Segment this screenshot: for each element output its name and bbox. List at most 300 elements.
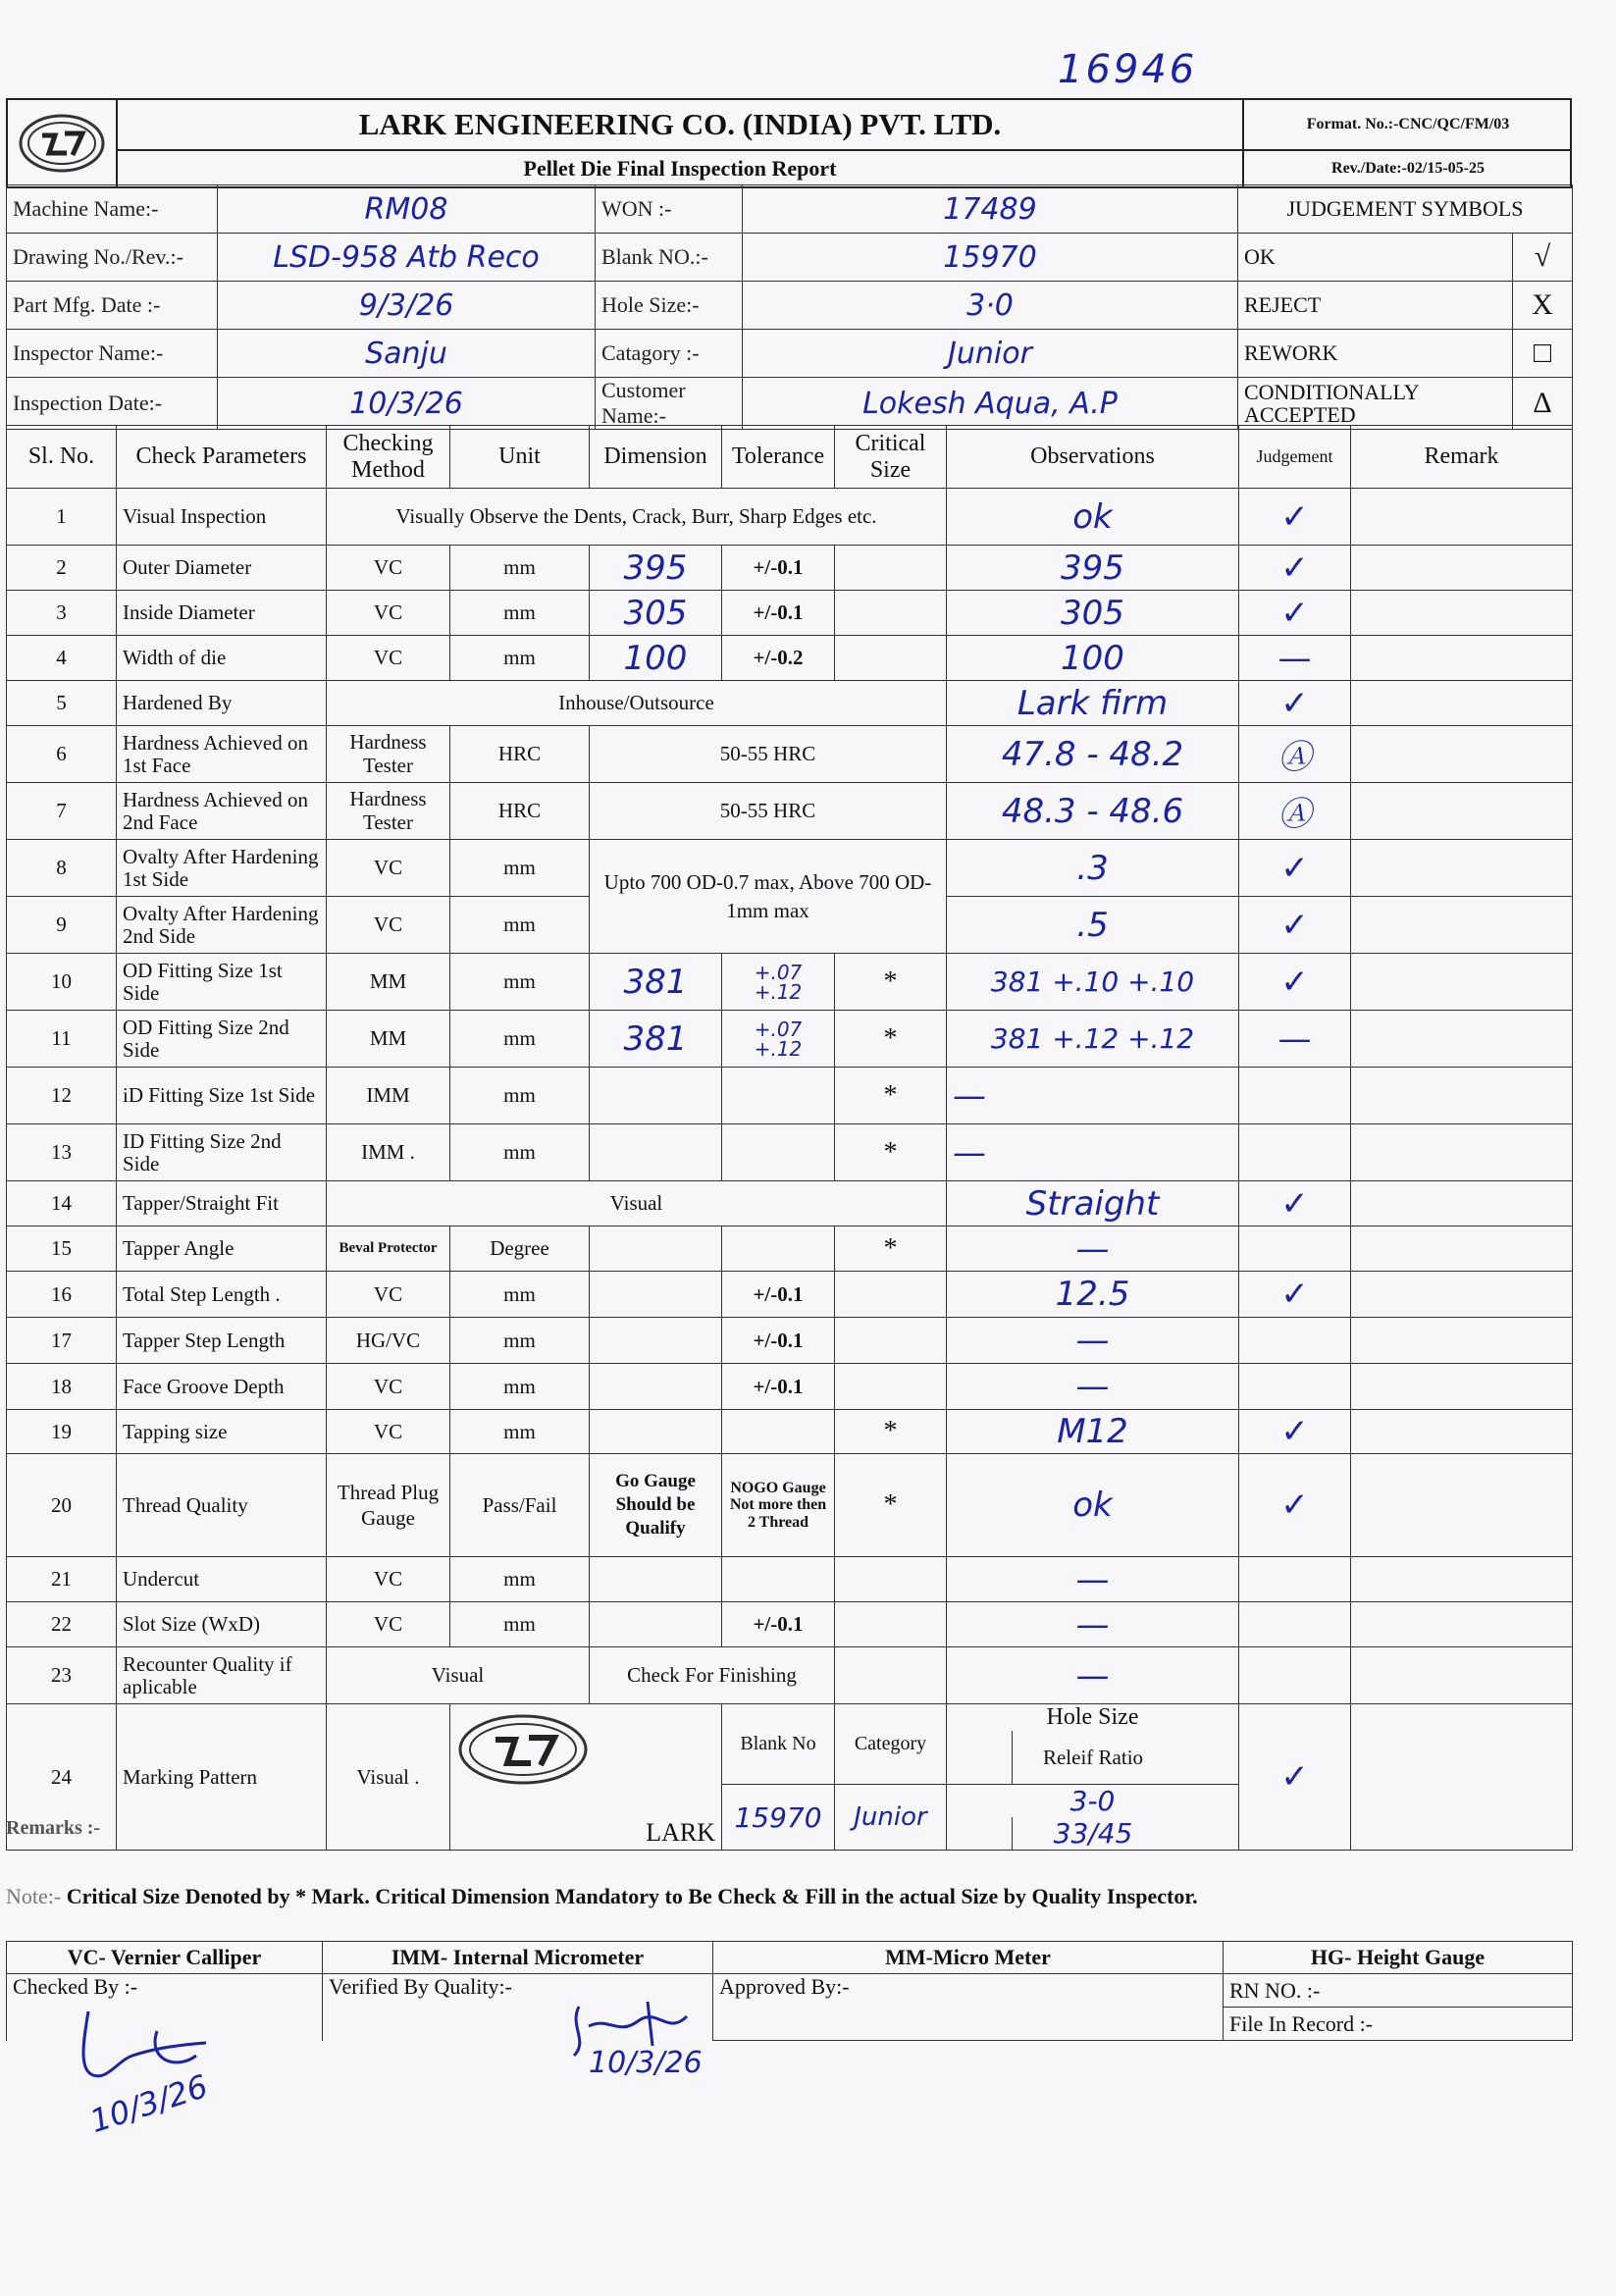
- observation: 381 +.12 +.12: [947, 1011, 1239, 1068]
- tolerance: +/-0.1: [722, 1602, 835, 1647]
- unit: HRC: [450, 783, 590, 840]
- checking-method: VC: [327, 1410, 450, 1454]
- rn-no-cell: [1224, 1974, 1573, 2008]
- row-number: 18: [7, 1364, 117, 1410]
- observation: 395: [947, 546, 1239, 591]
- observation: 100: [947, 636, 1239, 681]
- remark-cell: [1351, 783, 1573, 840]
- table-row: [7, 1124, 1573, 1181]
- hole-releif-heading: [947, 1704, 1239, 1785]
- col-header: Sl. No.: [7, 426, 117, 489]
- checking-method: Hardness Tester: [327, 726, 450, 783]
- table-row: [7, 1410, 1573, 1454]
- remark-cell: [1351, 1068, 1573, 1124]
- parameter-name: Tapper Angle: [117, 1226, 327, 1272]
- judgement-mark: [1239, 1068, 1351, 1124]
- checking-method: HG/VC: [327, 1318, 450, 1364]
- row-number: 4: [7, 636, 117, 681]
- checking-method: VC: [327, 897, 450, 954]
- parameter-name: iD Fitting Size 1st Side: [117, 1068, 327, 1124]
- parameter-name: Hardness Achieved on 2nd Face: [117, 783, 327, 840]
- row-number: 2: [7, 546, 117, 591]
- remark-cell: [1351, 1704, 1573, 1851]
- approved-by-label: Approved By:-: [719, 1974, 850, 1999]
- checking-method: VC: [327, 1272, 450, 1318]
- marking-logo-cell: [450, 1704, 722, 1851]
- parameter-name: Width of die: [117, 636, 327, 681]
- tolerance: +.07 +.12: [722, 1011, 835, 1068]
- table-row: [7, 726, 1573, 783]
- field-label: WON :-: [596, 185, 743, 234]
- remark-cell: [1351, 954, 1573, 1011]
- unit: mm: [450, 1272, 590, 1318]
- judgement-mark: [1239, 1226, 1351, 1272]
- parameter-name: Tapper Step Length: [117, 1318, 327, 1364]
- parameter-name: Hardness Achieved on 1st Face: [117, 726, 327, 783]
- table-row: [7, 591, 1573, 636]
- judgement-mark: ✓: [1239, 1704, 1351, 1851]
- table-row: [7, 681, 1573, 726]
- row-number: 12: [7, 1068, 117, 1124]
- field-label: Drawing No./Rev.:-: [7, 234, 218, 282]
- row-number: 5: [7, 681, 117, 726]
- col-header: Dimension: [590, 426, 722, 489]
- hole-size-marking: 3-0: [1069, 1785, 1116, 1817]
- observation: M12: [947, 1410, 1239, 1454]
- conditional-symbol: Δ: [1513, 378, 1573, 430]
- won-value: 17489: [743, 185, 1238, 234]
- unit: HRC: [450, 726, 590, 783]
- table-row: [7, 1068, 1573, 1124]
- table-row: [7, 1364, 1573, 1410]
- row-number: 13: [7, 1124, 117, 1181]
- info-row: [7, 282, 1573, 330]
- col-header: Tolerance: [722, 426, 835, 489]
- tolerance: [722, 1226, 835, 1272]
- row-number: 10: [7, 954, 117, 1011]
- judgement-mark: ✓: [1239, 1454, 1351, 1557]
- row-number: 24: [7, 1704, 117, 1851]
- observation: —: [947, 1068, 1239, 1124]
- dimension: [590, 1364, 722, 1410]
- tolerance: [722, 1557, 835, 1602]
- check-parameters-table: [6, 425, 1573, 1851]
- parameter-name: ID Fitting Size 2nd Side: [117, 1124, 327, 1181]
- observation: —: [947, 1557, 1239, 1602]
- critical-size: [835, 1557, 947, 1602]
- machine-name-value: RM08: [218, 185, 596, 234]
- requirement: 50-55 HRC: [590, 783, 947, 840]
- checking-method: MM: [327, 954, 450, 1011]
- judgement-mark: Ⓐ: [1239, 726, 1351, 783]
- table-row: [7, 1181, 1573, 1226]
- row-number: 3: [7, 591, 117, 636]
- dimension: 305: [590, 591, 722, 636]
- critical-size-note: [6, 1884, 1198, 1909]
- row-number: 14: [7, 1181, 117, 1226]
- info-row: [7, 185, 1573, 234]
- unit: mm: [450, 1068, 590, 1124]
- remark-cell: [1351, 1272, 1573, 1318]
- verified-by-label: Verified By Quality:-: [329, 1974, 512, 1999]
- format-number: Format. No.:-CNC/QC/FM/03: [1242, 100, 1572, 151]
- table-row: [7, 1318, 1573, 1364]
- note-prefix: Note:-: [6, 1884, 62, 1908]
- judgement-symbols-heading: JUDGEMENT SYMBOLS: [1238, 185, 1573, 234]
- table-row: [7, 840, 1573, 897]
- critical-size: [835, 1272, 947, 1318]
- row-number: 20: [7, 1454, 117, 1557]
- observation: 48.3 - 48.6: [947, 783, 1239, 840]
- parameter-name: Visual Inspection: [117, 489, 327, 546]
- reject-symbol: X: [1513, 282, 1573, 330]
- checking-method: VC: [327, 1557, 450, 1602]
- checking-method: IMM: [327, 1068, 450, 1124]
- parameter-name: OD Fitting Size 2nd Side: [117, 1011, 327, 1068]
- judgement-mark: ✓: [1239, 681, 1351, 726]
- inspection-date-value: 10/3/26: [218, 378, 596, 430]
- row-number: 23: [7, 1647, 117, 1704]
- col-header: Unit: [450, 426, 590, 489]
- go-gauge-requirement: Go Gauge Should be Qualify: [590, 1454, 722, 1557]
- judgement-mark: [1239, 1557, 1351, 1602]
- observation: .3: [947, 840, 1239, 897]
- rn-no-label: RN NO. :-: [1229, 1977, 1321, 2003]
- remark-cell: [1351, 726, 1573, 783]
- parameter-name: Recounter Quality if aplicable: [117, 1647, 327, 1704]
- parameter-name: Marking Pattern: [117, 1704, 327, 1851]
- field-label: Blank NO.:-: [596, 234, 743, 282]
- critical-size: [835, 591, 947, 636]
- remark-cell: [1351, 897, 1573, 954]
- critical-size: [835, 1318, 947, 1364]
- judgement-mark: ✓: [1239, 546, 1351, 591]
- table-row: [7, 1226, 1573, 1272]
- customer-name-value: Lokesh Aqua, A.P: [743, 378, 1238, 430]
- mfg-date-value: 9/3/26: [218, 282, 596, 330]
- tolerance: [722, 1068, 835, 1124]
- col-header: Observations: [947, 426, 1239, 489]
- instrument-legend-row: [7, 1942, 1573, 1974]
- symbol-label: REWORK: [1238, 330, 1513, 378]
- field-label: Catagory :-: [596, 330, 743, 378]
- critical-size: *: [835, 1124, 947, 1181]
- requirement: Inhouse/Outsource: [327, 681, 947, 726]
- observation: —: [947, 1602, 1239, 1647]
- symbol-label: OK: [1238, 234, 1513, 282]
- note-text: Critical Size Denoted by * Mark. Critical Dimension Mandatory to Be Check & Fill in the actual Size by Quality Inspector.: [66, 1884, 1198, 1908]
- tolerance: +/-0.2: [722, 636, 835, 681]
- remark-cell: [1351, 1454, 1573, 1557]
- hole-size-heading: Hole Size: [1046, 1704, 1139, 1730]
- lark-marking: LARK: [646, 1818, 715, 1847]
- tolerance: [722, 1124, 835, 1181]
- checking-method: Beval Protector: [327, 1226, 450, 1272]
- remark-cell: [1351, 1318, 1573, 1364]
- observation: —: [947, 1318, 1239, 1364]
- row-number: 11: [7, 1011, 117, 1068]
- observation: —: [947, 1364, 1239, 1410]
- remark-cell: [1351, 1410, 1573, 1454]
- observation: Lark firm: [947, 681, 1239, 726]
- remark-cell: [1351, 546, 1573, 591]
- critical-size: [835, 1602, 947, 1647]
- table-header-row: [7, 426, 1573, 489]
- checking-method: Thread Plug Gauge: [327, 1454, 450, 1557]
- table-row: [7, 489, 1573, 546]
- unit: mm: [450, 591, 590, 636]
- observation: 12.5: [947, 1272, 1239, 1318]
- symbol-label: REJECT: [1238, 282, 1513, 330]
- field-label: Inspection Date:-: [7, 378, 218, 430]
- row-number: 15: [7, 1226, 117, 1272]
- parameter-name: Undercut: [117, 1557, 327, 1602]
- critical-size: *: [835, 1226, 947, 1272]
- col-header: Check Parameters: [117, 426, 327, 489]
- judgement-mark: ✓: [1239, 489, 1351, 546]
- observation: ok: [947, 489, 1239, 546]
- critical-size: *: [835, 1068, 947, 1124]
- row-number: 17: [7, 1318, 117, 1364]
- critical-size: *: [835, 1454, 947, 1557]
- remark-cell: [1351, 1602, 1573, 1647]
- parameter-name: Slot Size (WxD): [117, 1602, 327, 1647]
- unit: mm: [450, 1318, 590, 1364]
- remark-cell: [1351, 1557, 1573, 1602]
- checking-method: VC: [327, 591, 450, 636]
- dimension: [590, 1124, 722, 1181]
- row-number: 7: [7, 783, 117, 840]
- dimension: [590, 1272, 722, 1318]
- legend-hg: HG- Height Gauge: [1224, 1942, 1573, 1974]
- remark-cell: [1351, 591, 1573, 636]
- unit: mm: [450, 897, 590, 954]
- critical-size: *: [835, 954, 947, 1011]
- unit: mm: [450, 1602, 590, 1647]
- report-header: [6, 98, 1572, 188]
- blank-no-value: 15970: [743, 234, 1238, 282]
- table-row: [7, 1272, 1573, 1318]
- observation: .5: [947, 897, 1239, 954]
- checking-method: VC: [327, 546, 450, 591]
- requirement: Visual: [327, 1181, 947, 1226]
- dimension: 381: [590, 1011, 722, 1068]
- parameter-name: Tapper/Straight Fit: [117, 1181, 327, 1226]
- parameter-name: Tapping size: [117, 1410, 327, 1454]
- requirement: Upto 700 OD-0.7 max, Above 700 OD-1mm max: [590, 840, 947, 954]
- critical-size: [835, 546, 947, 591]
- judgement-mark: ✓: [1239, 840, 1351, 897]
- row-number: 22: [7, 1602, 117, 1647]
- unit: mm: [450, 1124, 590, 1181]
- remark-cell: [1351, 1011, 1573, 1068]
- unit: Pass/Fail: [450, 1454, 590, 1557]
- remark-cell: [1351, 1124, 1573, 1181]
- requirement: Check For Finishing: [590, 1647, 835, 1704]
- table-row: [7, 783, 1573, 840]
- field-label: Customer Name:-: [596, 378, 743, 430]
- remark-cell: [1351, 681, 1573, 726]
- tolerance: +/-0.1: [722, 546, 835, 591]
- parameter-name: Ovalty After Hardening 1st Side: [117, 840, 327, 897]
- releif-ratio-heading: Releif Ratio: [1012, 1731, 1173, 1784]
- table-row: [7, 546, 1573, 591]
- judgement-mark: [1239, 1318, 1351, 1364]
- judgement-mark: ✓: [1239, 591, 1351, 636]
- unit: Degree: [450, 1226, 590, 1272]
- legend-vc: VC- Vernier Calliper: [7, 1942, 323, 1974]
- col-header: Checking Method: [327, 426, 450, 489]
- dimension: 381: [590, 954, 722, 1011]
- remark-cell: [1351, 840, 1573, 897]
- tolerance: +/-0.1: [722, 591, 835, 636]
- unit: mm: [450, 1557, 590, 1602]
- company-logo: [8, 100, 118, 186]
- judgement-mark: ✓: [1239, 897, 1351, 954]
- document-number: 16946: [1058, 47, 1198, 92]
- dimension: [590, 1226, 722, 1272]
- tolerance: +/-0.1: [722, 1318, 835, 1364]
- approved-by-cell: [713, 1974, 1224, 2041]
- company-logo: [454, 1710, 601, 1789]
- requirement: Visually Observe the Dents, Crack, Burr, Sharp Edges etc.: [327, 489, 947, 546]
- remark-cell: [1351, 1181, 1573, 1226]
- verified-by-date: 10/3/26: [589, 2046, 703, 2080]
- remark-cell: [1351, 1226, 1573, 1272]
- hole-size-value: 3·0: [743, 282, 1238, 330]
- row-number: 19: [7, 1410, 117, 1454]
- col-header: Critical Size: [835, 426, 947, 489]
- requirement: 50-55 HRC: [590, 726, 947, 783]
- table-row: [7, 1557, 1573, 1602]
- remark-cell: [1351, 1364, 1573, 1410]
- remark-cell: [1351, 636, 1573, 681]
- col-header: Remark: [1351, 426, 1573, 489]
- col-header: Judgement: [1239, 426, 1351, 489]
- judgement-mark: —: [1239, 1011, 1351, 1068]
- critical-size: [835, 1364, 947, 1410]
- checked-by-date: 10/3/26: [85, 2066, 213, 2141]
- parameter-name: Outer Diameter: [117, 546, 327, 591]
- category-marking: Junior: [835, 1785, 947, 1851]
- checked-by-label: Checked By :-: [13, 1974, 138, 1999]
- rework-symbol: □: [1513, 330, 1573, 378]
- observation: Straight: [947, 1181, 1239, 1226]
- dimension: [590, 1557, 722, 1602]
- row-number: 21: [7, 1557, 117, 1602]
- judgement-mark: [1239, 1364, 1351, 1410]
- category-value: Junior: [743, 330, 1238, 378]
- checking-method: IMM .: [327, 1124, 450, 1181]
- drawing-no-value: LSD-958 Atb Reco: [218, 234, 596, 282]
- tolerance: [722, 1410, 835, 1454]
- checking-method: VC: [327, 1364, 450, 1410]
- blank-no-heading: Blank No: [722, 1704, 835, 1785]
- category-heading: Category: [835, 1704, 947, 1785]
- judgement-mark: ✓: [1239, 954, 1351, 1011]
- critical-size: *: [835, 1410, 947, 1454]
- unit: mm: [450, 1364, 590, 1410]
- checking-method: Visual .: [327, 1704, 450, 1851]
- judgement-mark: ✓: [1239, 1272, 1351, 1318]
- company-name: LARK ENGINEERING CO. (INDIA) PVT. LTD.: [118, 100, 1242, 151]
- checking-method: MM: [327, 1011, 450, 1068]
- remarks-label: Remarks :-: [6, 1817, 101, 1839]
- file-in-record-label: File In Record :-: [1229, 2010, 1374, 2036]
- checking-method: VC: [327, 636, 450, 681]
- unit: mm: [450, 1410, 590, 1454]
- critical-size: [835, 1647, 947, 1704]
- releif-ratio-marking: 33/45: [1012, 1817, 1173, 1850]
- field-label: Hole Size:-: [596, 282, 743, 330]
- info-row: [7, 378, 1573, 430]
- row-number: 9: [7, 897, 117, 954]
- symbol-label: CONDITIONALLY ACCEPTED: [1238, 378, 1513, 430]
- observation: —: [947, 1124, 1239, 1181]
- table-row: [7, 1602, 1573, 1647]
- dimension: 100: [590, 636, 722, 681]
- info-row: [7, 330, 1573, 378]
- legend-mm: MM-Micro Meter: [713, 1942, 1224, 1974]
- revision-date: Rev./Date:-02/15-05-25: [1242, 151, 1572, 186]
- blank-no-marking: 15970: [722, 1785, 835, 1851]
- checking-method: Hardness Tester: [327, 783, 450, 840]
- judgement-mark: [1239, 1124, 1351, 1181]
- observation: ok: [947, 1454, 1239, 1557]
- legend-imm: IMM- Internal Micrometer: [323, 1942, 713, 1974]
- observation: —: [947, 1226, 1239, 1272]
- unit: mm: [450, 546, 590, 591]
- file-record-cell: [1224, 2008, 1573, 2041]
- parameter-name: OD Fitting Size 1st Side: [117, 954, 327, 1011]
- unit: mm: [450, 840, 590, 897]
- critical-size: *: [835, 1011, 947, 1068]
- remark-cell: [1351, 1647, 1573, 1704]
- dimension: 395: [590, 546, 722, 591]
- checking-method: VC: [327, 1602, 450, 1647]
- parameter-name: Total Step Length .: [117, 1272, 327, 1318]
- judgement-mark: Ⓐ: [1239, 783, 1351, 840]
- nogo-gauge-requirement: NOGO Gauge Not more then 2 Thread: [722, 1454, 835, 1557]
- report-title: Pellet Die Final Inspection Report: [523, 156, 837, 181]
- dimension: [590, 1410, 722, 1454]
- judgement-mark: [1239, 1647, 1351, 1704]
- parameter-name: Thread Quality: [117, 1454, 327, 1557]
- row-number: 6: [7, 726, 117, 783]
- tolerance: +/-0.1: [722, 1272, 835, 1318]
- tolerance: +.07 +.12: [722, 954, 835, 1011]
- parameter-name: Inside Diameter: [117, 591, 327, 636]
- critical-size: [835, 636, 947, 681]
- field-label: Inspector Name:-: [7, 330, 218, 378]
- row-number: 1: [7, 489, 117, 546]
- table-row: [7, 1454, 1573, 1557]
- info-table: [6, 184, 1573, 430]
- unit: mm: [450, 954, 590, 1011]
- table-row: [7, 1011, 1573, 1068]
- judgement-mark: ✓: [1239, 1410, 1351, 1454]
- checking-method: Visual: [327, 1647, 590, 1704]
- dimension: [590, 1602, 722, 1647]
- row-number: 16: [7, 1272, 117, 1318]
- observation: 305: [947, 591, 1239, 636]
- hole-releif-values: [947, 1785, 1239, 1851]
- marking-pattern-header-row: [7, 1704, 1573, 1785]
- field-label: Machine Name:-: [7, 185, 218, 234]
- parameter-name: Face Groove Depth: [117, 1364, 327, 1410]
- info-row: [7, 234, 1573, 282]
- checking-method: VC: [327, 840, 450, 897]
